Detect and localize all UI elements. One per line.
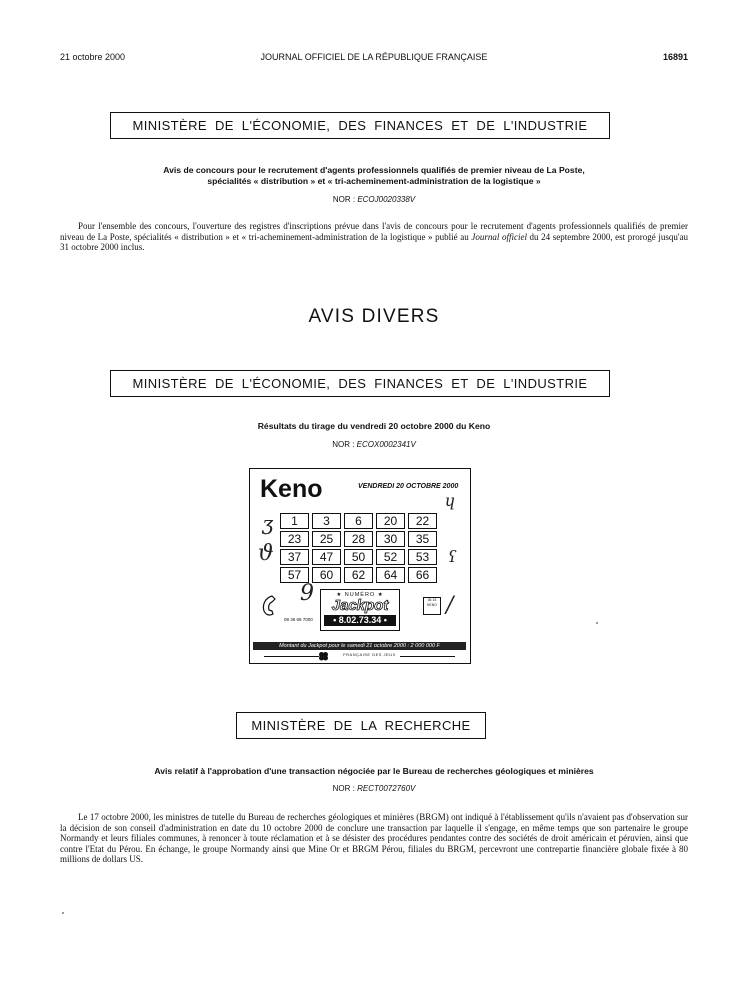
scribble-mark: ʕ — [448, 547, 457, 566]
ministry-title: MINISTÈRE DE L'ÉCONOMIE, DES FINANCES ET DE L'INDUSTRIE — [132, 118, 588, 133]
notice-heading-concours — [60, 165, 688, 187]
keno-number: 66 — [408, 567, 437, 583]
scribble-mark: ʒ — [262, 511, 274, 535]
notice-body-concours — [60, 221, 688, 253]
nor-code: RECT0072760V — [357, 784, 416, 793]
journal-officiel-text: Journal officiel — [471, 231, 527, 242]
keno-number: 23 — [280, 531, 309, 547]
nor-label: NOR : — [332, 784, 355, 793]
keno-number: 20 — [376, 513, 405, 529]
scan-speck — [62, 912, 64, 914]
ministry-box-economie-2 — [110, 370, 610, 397]
keno-number: 6 — [344, 513, 373, 529]
nor-code: ECOJ0020338V — [357, 195, 416, 204]
nor-reference-1 — [60, 195, 688, 204]
scribble-mark: ɥ — [445, 491, 456, 510]
nor-label: NOR : — [332, 195, 356, 204]
nor-label: NOR : — [332, 440, 355, 449]
jackpot-box — [320, 589, 400, 631]
jackpot-number: • 8.02.73.34 • — [324, 615, 396, 626]
header-date: 21 octobre 2000 — [60, 52, 126, 62]
nor-reference-2 — [60, 440, 688, 449]
jackpot-amount-banner: Montant du Jackpot pour le samedi 21 octobre 2000 : 2 000 000 F — [253, 642, 466, 650]
ministry-title: MINISTÈRE DE L'ÉCONOMIE, DES FINANCES ET DE L'INDUSTRIE — [132, 376, 588, 391]
body-text-end: du 24 septembre 2000, est prorogé jusqu'au 31 octobre 2000 inclus. — [60, 231, 688, 252]
scribble-mark: ϑ — [258, 541, 274, 566]
nor-reference-3 — [60, 784, 688, 793]
keno-number: 50 — [344, 549, 373, 565]
operator-name: FRANÇAISE DES JEUX — [343, 652, 396, 657]
notice-heading-brgm: Avis relatif à l'approbation d'une transaction négociée par le Bureau de recherches géologiques et minières — [154, 766, 594, 776]
ministry-box-recherche — [236, 712, 486, 739]
keno-number: 28 — [344, 531, 373, 547]
heading-line-2: spécialités « distribution » et « tri-acheminement-administration de la logistique » — [207, 176, 541, 186]
keno-number: 3 — [312, 513, 341, 529]
keno-draw-date: VENDREDI 20 OCTOBRE 2000 — [358, 483, 459, 490]
page-number: 16891 — [662, 52, 688, 62]
body-text: Pour l'ensemble des concours, l'ouverture des registres d'inscriptions prévue dans l'avis de concours pour le recrutement d'agents professionnels qualifiés de premier niveau de La Poste, spécialités « distribution » et « tri-acheminement-administration de la logistique » publié au — [60, 221, 688, 242]
minitel-icon: 36 15 KENO — [423, 597, 441, 615]
keno-ticket — [249, 468, 471, 664]
scribble-mark: / — [446, 593, 454, 618]
keno-number: 60 — [312, 567, 341, 583]
phone-number: 08 36 68 7000 — [284, 617, 313, 622]
scan-speck — [596, 622, 598, 624]
journal-title: JOURNAL OFFICIEL DE LA RÉPUBLIQUE FRANÇAISE — [260, 52, 488, 62]
notice-body-brgm: Le 17 octobre 2000, les ministres de tutelle du Bureau de recherches géologiques et minières (BRGM) ont indiqué à l'établissement qu'ils n'avaient pas d'observation sur la décision de son conseil d'administration en date du 10 octobre 2000 de conclure une transaction par laquelle il s'engage, en même temps que son partenaire le groupe Normandy et leurs filiales communes, à renoncer à toute réclamation et à se désister des procédures pendantes contre des sociétés de droit américain et péruvien, ainsi que contre l'Etat du Pérou. En échange, le groupe Normandy ainsi que Mine Or et BRGM Pérou, filiales du BRGM, percevront une contrepartie financière globale fixée à 80 millions de dollars US. — [60, 812, 688, 864]
keno-number: 25 — [312, 531, 341, 547]
keno-number: 35 — [408, 531, 437, 547]
nor-code: ECOX0002341V — [356, 440, 416, 449]
keno-number: 57 — [280, 567, 309, 583]
keno-number: 64 — [376, 567, 405, 583]
keno-number: 30 — [376, 531, 405, 547]
section-title-avis-divers: AVIS DIVERS — [308, 306, 440, 327]
telephone-icon — [260, 593, 282, 617]
jackpot-label: ★ NUMÉRO ★ — [336, 592, 384, 598]
keno-number: 47 — [312, 549, 341, 565]
ministry-title: MINISTÈRE DE LA RECHERCHE — [251, 718, 471, 733]
keno-number: 37 — [280, 549, 309, 565]
heading-line-1: Avis de concours pour le recrutement d'agents professionnels qualifiés de premier niveau de La Poste, — [163, 165, 585, 175]
keno-number: 53 — [408, 549, 437, 565]
keno-number: 62 — [344, 567, 373, 583]
keno-number-grid — [280, 513, 437, 583]
keno-number: 1 — [280, 513, 309, 529]
keno-number: 52 — [376, 549, 405, 565]
scribble-mark: 9 — [300, 581, 314, 606]
ministry-box-economie-1 — [110, 112, 610, 139]
notice-heading-keno: Résultats du tirage du vendredi 20 octobre 2000 du Keno — [257, 421, 491, 431]
keno-logo: Keno — [260, 475, 323, 503]
keno-number: 22 — [408, 513, 437, 529]
jackpot-logo: Jackpot — [331, 597, 389, 614]
